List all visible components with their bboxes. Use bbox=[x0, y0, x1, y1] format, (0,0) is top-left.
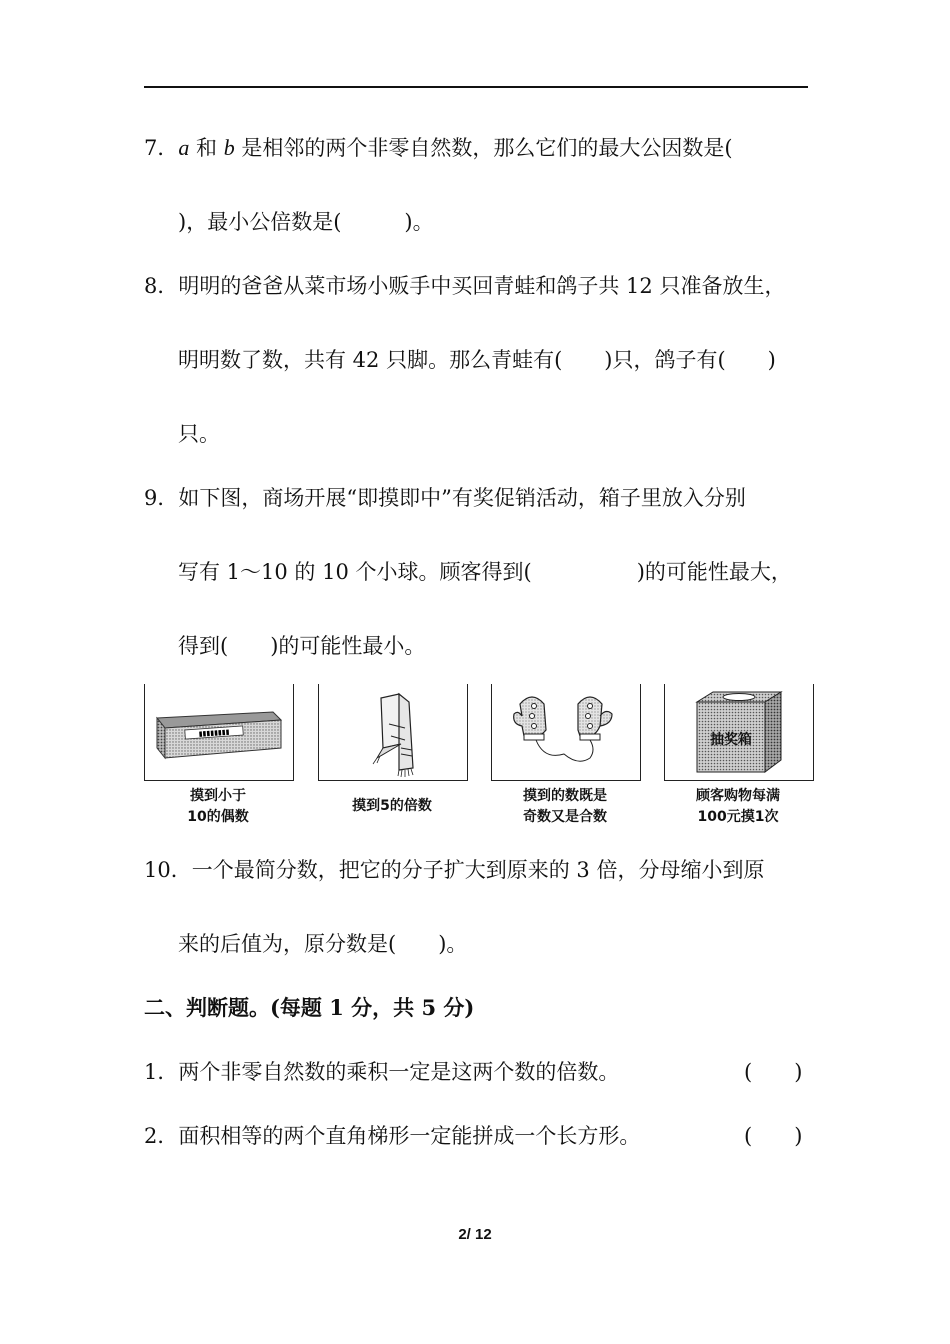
q9-line-1 bbox=[144, 484, 746, 512]
q9-number: 9． bbox=[144, 486, 179, 510]
q9-text-1: 如下图，商场开展“即摸即中”有奖促销活动，箱子里放入分别 bbox=[178, 486, 746, 510]
q8-text-1: 明明的爸爸从菜市场小贩手中买回青蛙和鸽子共 12 只准备放生， bbox=[178, 274, 786, 298]
judge-1-number: 1． bbox=[144, 1060, 179, 1084]
q7-line-2: )，最小公倍数是( )。 bbox=[178, 210, 434, 234]
judge-2-number: 2． bbox=[144, 1124, 179, 1148]
caption-4-line-2: 100元摸1次 bbox=[697, 809, 779, 825]
q7-line-1 bbox=[144, 134, 733, 162]
judge-1-text: 两个非零自然数的乘积一定是这两个数的倍数。 bbox=[178, 1060, 620, 1084]
q8-line-1 bbox=[144, 272, 785, 300]
q7-text-1: 是相邻的两个非零自然数，那么它们的最大公因数是( bbox=[234, 136, 733, 160]
q9-line-2: 写有 1～10 的 10 个小球。顾客得到( )的可能性最大， bbox=[178, 560, 792, 584]
caption-3-line-1: 摸到的数既是 bbox=[523, 788, 607, 804]
mittens-picture bbox=[491, 684, 641, 781]
caption-1-line-1: 摸到小于 bbox=[190, 788, 246, 804]
caption-3-line-2: 奇数又是合数 bbox=[523, 809, 607, 825]
caption-1-line-2: 10的偶数 bbox=[187, 809, 249, 825]
judge-item-2 bbox=[144, 1122, 640, 1150]
q8-line-2: 明明数了数，共有 42 只脚。那么青蛙有( )只，鸽子有( ) bbox=[178, 348, 776, 372]
judge-2-answer-blank[interactable]: ( ) bbox=[744, 1124, 803, 1148]
caption-1 bbox=[144, 786, 292, 828]
q7-text-and: 和 bbox=[189, 136, 224, 160]
judge-2-text: 面积相等的两个直角梯形一定能拼成一个长方形。 bbox=[178, 1124, 641, 1148]
q7-var-b: b bbox=[223, 135, 235, 160]
judge-item-1 bbox=[144, 1058, 619, 1086]
lottery-box-label: 抽奖箱 bbox=[710, 732, 752, 748]
header-rule bbox=[144, 86, 808, 88]
caption-4-line-1: 顾客购物每满 bbox=[696, 788, 780, 804]
section-2-title: 二、判断题。(每题 1 分，共 5 分) bbox=[144, 995, 475, 1020]
q7-number: 7． bbox=[144, 136, 179, 160]
svg-text:▮▮▮▮▮▮▮▮: ▮▮▮▮▮▮▮▮ bbox=[198, 727, 230, 739]
caption-3 bbox=[491, 786, 639, 828]
caption-2-line-1: 摸到5的倍数 bbox=[352, 798, 432, 814]
caption-2 bbox=[318, 796, 466, 817]
q10-text-1: 一个最简分数，把它的分子扩大到原来的 3 倍，分母缩小到原 bbox=[191, 858, 765, 882]
lottery-box-picture bbox=[664, 684, 814, 781]
page-number: 2/ 12 bbox=[458, 1226, 492, 1243]
q7-var-a: a bbox=[178, 135, 190, 160]
q8-line-3: 只。 bbox=[178, 422, 220, 446]
caption-4 bbox=[664, 786, 812, 828]
q10-line-1 bbox=[144, 856, 764, 884]
judge-1-answer-blank[interactable]: ( ) bbox=[744, 1060, 803, 1084]
q10-line-2: 来的后值为，原分数是( )。 bbox=[178, 932, 468, 956]
gum-pack-picture bbox=[144, 684, 294, 781]
q9-line-3: 得到( )的可能性最小。 bbox=[178, 634, 426, 658]
q8-number: 8． bbox=[144, 274, 179, 298]
scarf-picture bbox=[318, 684, 468, 781]
q10-number: 10． bbox=[144, 858, 192, 882]
